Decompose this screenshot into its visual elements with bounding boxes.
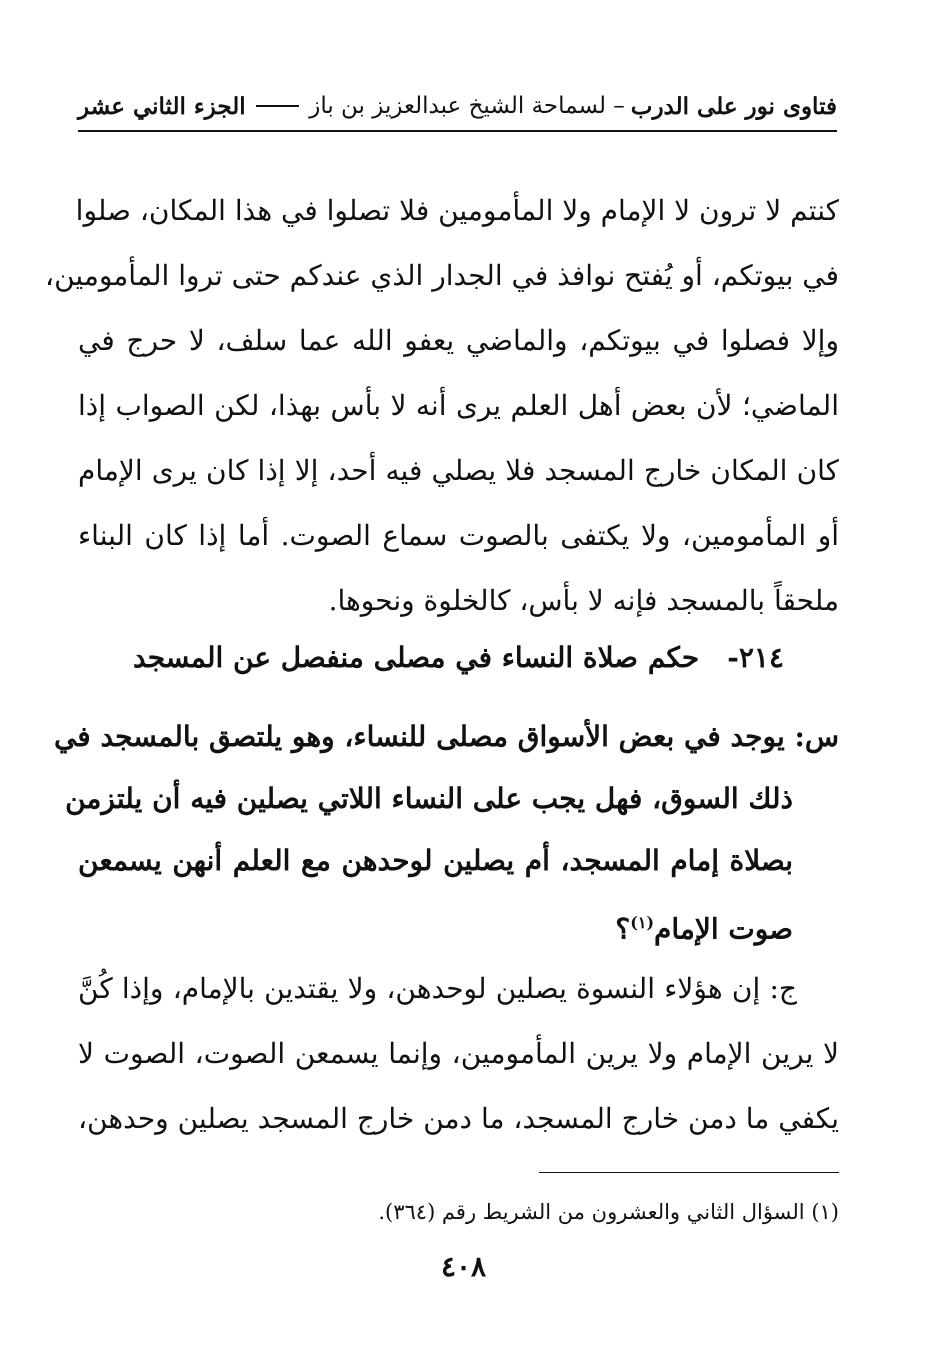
question-mark: ؟ bbox=[615, 912, 631, 946]
answer-line: لا يرين الإمام ولا يرين المأمومين، وإنما يسمعن الصوت، الصوت لا bbox=[78, 1037, 839, 1070]
running-header bbox=[78, 86, 837, 126]
question-line-last bbox=[78, 892, 839, 960]
question-line: بصلاة إمام المسجد، أم يصلين لوحدهن مع العلم أنهن يسمعن bbox=[78, 844, 793, 877]
text-line: ملحقاً بالمسجد فإنه لا بأس، كالخلوة ونحوها. bbox=[328, 584, 839, 617]
answer-line: يكفي ما دمن خارج المسجد، ما دمن خارج المسجد يصلين وحدهن، bbox=[78, 1102, 839, 1135]
text-line: أو المأمومين، ولا يكتفى بالصوت سماع الصوت. أما إذا كان البناء bbox=[78, 519, 839, 552]
text-line: كان المكان خارج المسجد فلا يصلي فيه أحد، إلا إذا كان يرى الإمام bbox=[78, 454, 839, 487]
text-line: وإلا فصلوا في بيوتكم، والماضي يعفو الله عما سلف، لا حرج في bbox=[78, 324, 839, 357]
footnote: (١) السؤال الثاني والعشرون من الشريط رقم (٣٦٤). bbox=[378, 1200, 839, 1224]
page-number: ٤٠٨ bbox=[440, 1250, 487, 1283]
question-last-text: صوت الإمام bbox=[654, 912, 793, 946]
text-line: في بيوتكم، أو يُفتح نوافذ في الجدار الذي عندكم حتى تروا المأمومين، bbox=[45, 259, 839, 292]
text-line: الماضي؛ لأن بعض أهل العلم يرى أنه لا بأس بهذا، لكن الصواب إذا bbox=[78, 389, 839, 422]
header-part: الجزء الثاني عشر bbox=[78, 92, 246, 120]
paragraph-answer-continuation bbox=[45, 178, 839, 633]
paragraph-answer bbox=[78, 956, 839, 1151]
header-book-title: فتاوى نور على الدرب bbox=[630, 92, 837, 120]
header-author: – لسماحة الشيخ عبدالعزيز بن باز bbox=[309, 93, 625, 119]
header-dash-rule bbox=[256, 105, 300, 107]
section-heading bbox=[78, 632, 839, 684]
answer-line: ج: إن هؤلاء النسوة يصلين لوحدهن، ولا يقتدين بالإمام، وإذا كُنَّ bbox=[78, 972, 797, 1005]
question-line: س: يوجد في بعض الأسواق مصلى للنساء، وهو يلتصق بالمسجد في bbox=[53, 720, 839, 753]
question-line: ذلك السوق، فهل يجب على النساء اللاتي يصلين فيه أن يلتزمن bbox=[65, 782, 793, 815]
text-line: كنتم لا ترون لا الإمام ولا المأمومين فلا تصلوا في هذا المكان، صلوا bbox=[75, 194, 839, 227]
section-title: حكم صلاة النساء في مصلى منفصل عن المسجد bbox=[133, 641, 700, 674]
header-divider bbox=[78, 130, 837, 132]
footnote-reference: (١) bbox=[630, 913, 655, 932]
footnote-divider bbox=[539, 1172, 839, 1173]
section-number: ٢١٤- bbox=[727, 641, 784, 674]
question-block bbox=[53, 706, 839, 960]
